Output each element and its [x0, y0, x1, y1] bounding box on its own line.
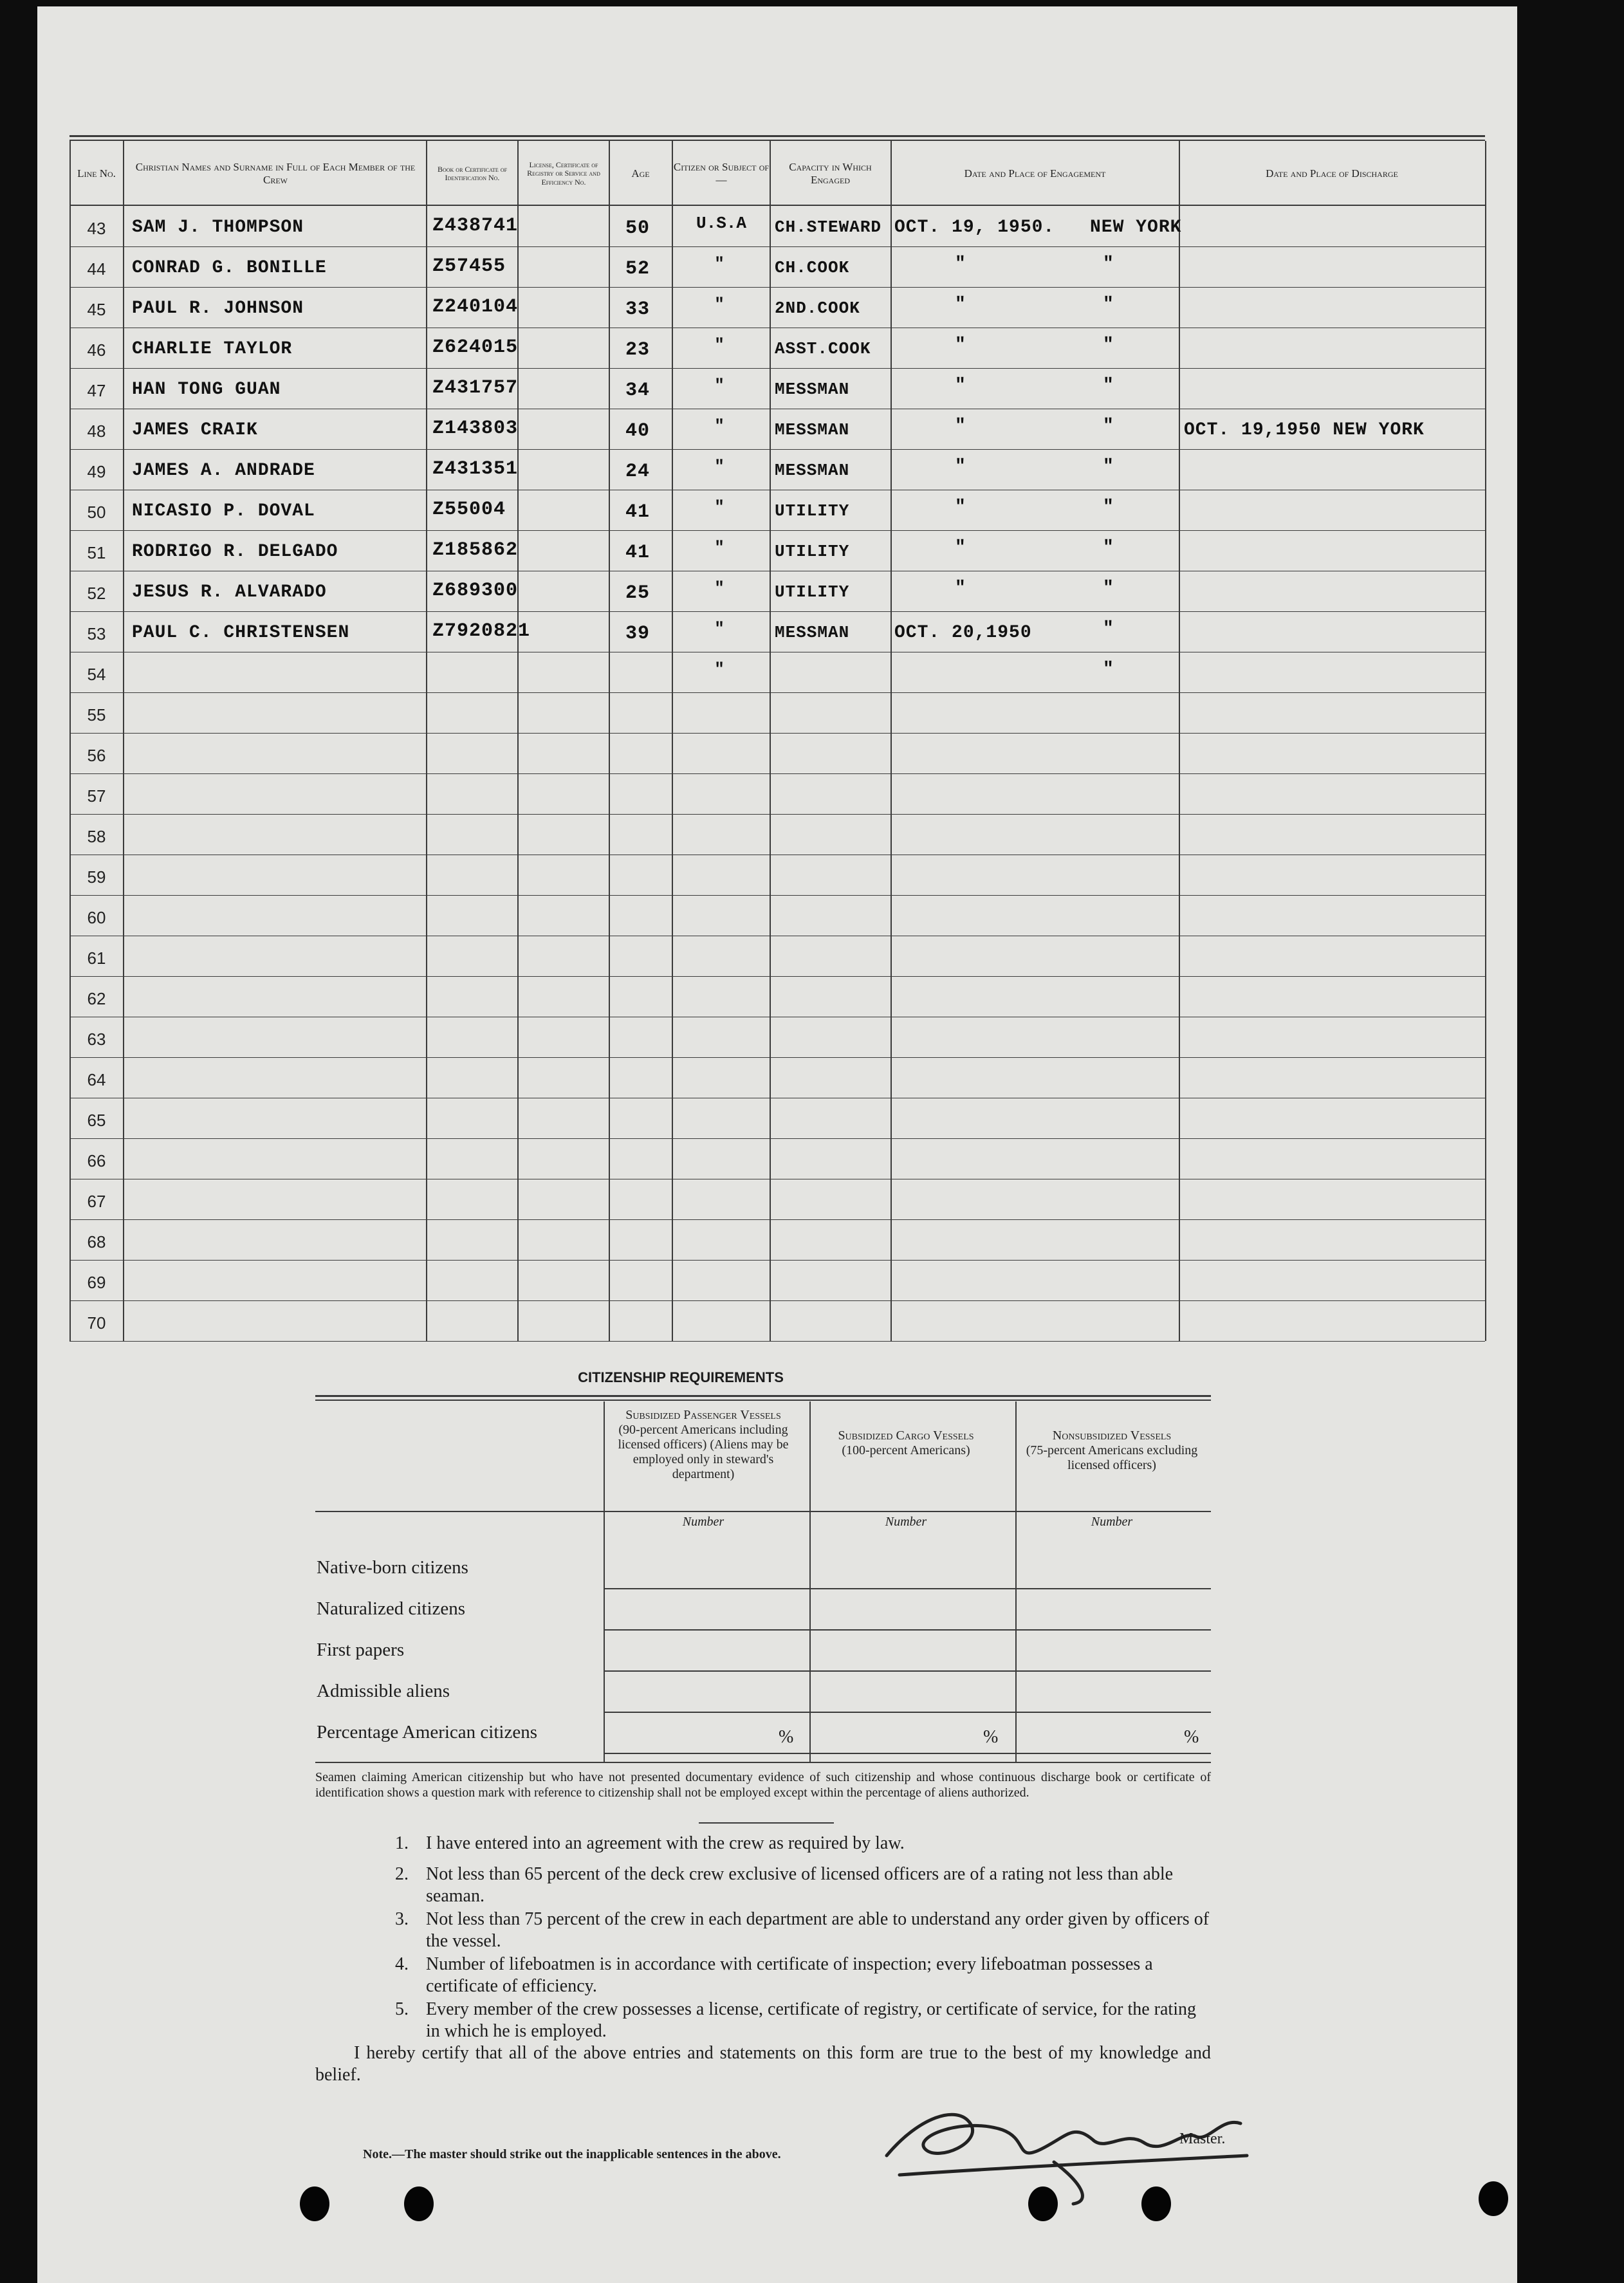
- crew-book-number: Z240104: [432, 296, 519, 318]
- line-number: 67: [87, 1192, 106, 1211]
- crew-capacity: MESSMAN: [775, 380, 850, 399]
- punch-hole: [1479, 2181, 1508, 2216]
- line-number: 52: [87, 584, 106, 603]
- crew-book-number: Z143803: [432, 418, 519, 439]
- crew-age: 23: [625, 339, 651, 361]
- statement-text: I have entered into an agreement with the crew as required by law.: [426, 1833, 905, 1853]
- header-discharge: Date and Place of Discharge: [1266, 167, 1398, 180]
- cz-column-rule: [1015, 1401, 1017, 1763]
- crew-book-number: Z438741: [432, 215, 519, 237]
- line-number: 54: [87, 665, 106, 684]
- line-number: 58: [87, 827, 106, 846]
- crew-age: 50: [625, 217, 651, 239]
- header-engagement: Date and Place of Engagement: [964, 167, 1106, 180]
- header-citizen: Citizen or Subject of—: [673, 161, 770, 186]
- crew-age: 39: [625, 623, 651, 645]
- statement-number: 4.: [395, 1954, 409, 1974]
- crew-citizen: ": [714, 376, 724, 395]
- cz-col2-title: Subsidized Cargo Vessels: [838, 1428, 974, 1443]
- column-rule: [1179, 141, 1180, 1341]
- note-divider: [699, 1822, 834, 1824]
- line-number: 60: [87, 908, 106, 927]
- statement-text: Not less than 75 percent of the crew in each department are able to understand any order given by officers of the vessel.: [426, 1909, 1210, 1952]
- row-rule: [69, 814, 1485, 815]
- cz-row-label: Admissible aliens: [317, 1681, 450, 1701]
- crew-citizen: ": [714, 497, 724, 517]
- cz-percent-3: %: [1184, 1727, 1199, 1747]
- cz-top-rule: [315, 1395, 1211, 1397]
- column-rule: [609, 141, 610, 1341]
- row-rule: [69, 1260, 1485, 1261]
- crew-capacity: 2ND.COOK: [775, 299, 860, 318]
- row-rule: [69, 368, 1485, 369]
- crew-name: JAMES CRAIK: [132, 420, 258, 440]
- row-rule: [69, 1138, 1485, 1139]
- row-rule: [69, 1219, 1485, 1220]
- column-rule: [123, 141, 124, 1341]
- line-number: 51: [87, 543, 106, 562]
- cz-number-2: Number: [885, 1515, 927, 1529]
- crew-book-number: Z431351: [432, 458, 519, 480]
- crew-name: RODRIGO R. DELGADO: [132, 542, 338, 562]
- crew-citizen: ": [714, 295, 724, 314]
- punch-hole: [1141, 2186, 1171, 2221]
- citizenship-title: CITIZENSHIP REQUIREMENTS: [578, 1369, 784, 1385]
- cz-col2-sub: (100-percent Americans): [842, 1443, 970, 1457]
- cz-row-rule: [605, 1753, 1211, 1754]
- crew-book-number: Z185862: [432, 539, 519, 561]
- crew-engagement-place: ": [1103, 295, 1114, 315]
- crew-book-number: Z57455: [432, 255, 506, 277]
- crew-engagement-date: ": [955, 376, 966, 396]
- cz-row-rule: [605, 1670, 1211, 1672]
- statement-number: 3.: [395, 1909, 409, 1929]
- master-label: Master.: [1179, 2130, 1226, 2147]
- cz-col1-sub: (90-percent Americans including licensed officers) (Aliens may be employed only in steward's department): [618, 1423, 789, 1481]
- line-number: 57: [87, 786, 106, 806]
- cz-percent-1: %: [779, 1727, 794, 1747]
- statement-text: Number of lifeboatmen is in accordance with certificate of inspection; every lifeboatman possesses a certificate of efficiency.: [426, 1954, 1153, 1997]
- crew-book-number: Z7920821: [432, 620, 531, 642]
- crew-engagement-date: ": [955, 254, 966, 274]
- line-number: 45: [87, 300, 106, 319]
- header-rule: [69, 205, 1485, 206]
- cz-bottom-rule: [315, 1762, 1211, 1763]
- crew-citizen: U.S.A: [696, 214, 747, 233]
- column-rule: [426, 141, 427, 1341]
- row-rule: [69, 733, 1485, 734]
- line-number: 59: [87, 867, 106, 887]
- statement-number: 5.: [395, 1999, 409, 2019]
- cz-row-rule: [605, 1629, 1211, 1631]
- cz-row-label: Naturalized citizens: [317, 1598, 466, 1619]
- certification-text: I hereby certify that all of the above entries and statements on this form are true to the best of my knowledge and belief.: [315, 2043, 1211, 2085]
- crew-name: PAUL C. CHRISTENSEN: [132, 623, 350, 643]
- line-number: 53: [87, 624, 106, 643]
- line-number: 68: [87, 1232, 106, 1252]
- crew-engagement-date: ": [955, 497, 966, 517]
- row-rule: [69, 611, 1485, 612]
- punch-hole: [404, 2186, 434, 2221]
- crew-engagement-place: ": [1103, 497, 1114, 517]
- crew-capacity: UTILITY: [775, 501, 850, 521]
- crew-capacity: UTILITY: [775, 582, 850, 602]
- line-number: 65: [87, 1111, 106, 1130]
- header-line-no: Line No.: [77, 167, 116, 180]
- crew-engagement-place: ": [1103, 578, 1114, 598]
- crew-engagement-date: OCT. 19, 1950.: [894, 217, 1055, 237]
- cz-number-1: Number: [682, 1515, 724, 1529]
- cz-row-label: Native-born citizens: [317, 1557, 468, 1578]
- crew-engagement-place: ": [1103, 619, 1114, 639]
- line-number: 66: [87, 1151, 106, 1170]
- crew-engagement-date: ": [955, 538, 966, 558]
- crew-engagement-place: ": [1103, 538, 1114, 558]
- crew-book-number: Z431757: [432, 377, 519, 399]
- crew-book-number: Z55004: [432, 499, 506, 521]
- cz-top-rule-2: [315, 1400, 1211, 1401]
- column-rule: [672, 141, 673, 1341]
- crew-age: 52: [625, 258, 651, 280]
- row-rule: [69, 1300, 1485, 1301]
- row-rule: [69, 530, 1485, 531]
- crew-capacity: CH.STEWARD: [775, 217, 882, 237]
- crew-engagement-place: ": [1103, 457, 1114, 477]
- table-top-rule-2: [69, 140, 1485, 141]
- line-number: 61: [87, 948, 106, 968]
- punch-hole: [300, 2186, 329, 2221]
- line-number: 50: [87, 503, 106, 522]
- crew-age: 33: [625, 299, 651, 320]
- crew-name: PAUL R. JOHNSON: [132, 299, 304, 319]
- header-book: Book or Certificate of Identification No.: [437, 164, 508, 182]
- crew-age: 24: [625, 461, 651, 483]
- crew-name: CONRAD G. BONILLE: [132, 258, 327, 278]
- line-number: 43: [87, 219, 106, 238]
- row-rule: [69, 449, 1485, 450]
- form-page: [37, 6, 1517, 2283]
- crew-citizen: ": [714, 619, 724, 638]
- line-number: 69: [87, 1273, 106, 1292]
- cz-column-rule: [809, 1401, 811, 1763]
- crew-citizen: ": [714, 538, 724, 557]
- cz-col3-title: Nonsubsidized Vessels: [1052, 1428, 1172, 1443]
- cz-row-rule: [605, 1712, 1211, 1713]
- crew-engagement-date: OCT. 20,1950: [894, 623, 1032, 643]
- row-rule: [69, 895, 1485, 896]
- cz-number-3: Number: [1091, 1515, 1133, 1529]
- line-number: 44: [87, 259, 106, 279]
- crew-name: JAMES A. ANDRADE: [132, 461, 315, 481]
- column-rule: [890, 141, 892, 1341]
- row-rule: [69, 773, 1485, 774]
- crew-age: 34: [625, 380, 651, 402]
- crew-citizen: ": [714, 660, 724, 679]
- statement-text: Every member of the crew possesses a license, certificate of registry, or certificate of service, for the rating in which he is employed.: [426, 1999, 1196, 2042]
- statement-number: 1.: [395, 1833, 409, 1853]
- crew-capacity: ASST.COOK: [775, 339, 871, 358]
- line-number: 55: [87, 705, 106, 725]
- crew-citizen: ": [714, 578, 724, 598]
- crew-engagement-date: ": [955, 295, 966, 315]
- cz-col3-head: [1015, 1428, 1208, 1473]
- crew-name: HAN TONG GUAN: [132, 380, 281, 400]
- line-number: 48: [87, 421, 106, 441]
- crew-name: NICASIO P. DOVAL: [132, 501, 315, 521]
- cz-subhead-rule: [315, 1511, 1211, 1512]
- crew-capacity: MESSMAN: [775, 623, 850, 642]
- crew-engagement-place: ": [1103, 254, 1114, 274]
- crew-engagement-date: ": [955, 457, 966, 477]
- crew-capacity: UTILITY: [775, 542, 850, 561]
- column-rule: [770, 141, 771, 1341]
- row-rule: [69, 692, 1485, 693]
- crew-citizen: ": [714, 254, 724, 273]
- crew-capacity: MESSMAN: [775, 461, 850, 480]
- header-capacity: Capacity in Which Engaged: [789, 161, 872, 186]
- cz-row-rule: [605, 1588, 1211, 1589]
- crew-engagement-place: NEW YORK: [1090, 217, 1182, 237]
- crew-name: SAM J. THOMPSON: [132, 217, 304, 237]
- row-rule: [69, 1057, 1485, 1058]
- row-rule: [69, 246, 1485, 247]
- crew-engagement-place: ": [1103, 416, 1114, 436]
- header-age: Age: [631, 167, 650, 180]
- crew-age: 40: [625, 420, 651, 442]
- row-rule: [69, 976, 1485, 977]
- crew-engagement-date: ": [955, 578, 966, 598]
- crew-citizen: ": [714, 335, 724, 355]
- crew-engagement-place: ": [1103, 376, 1114, 396]
- line-number: 70: [87, 1313, 106, 1333]
- line-number: 62: [87, 989, 106, 1008]
- crew-name: CHARLIE TAYLOR: [132, 339, 293, 359]
- row-rule: [69, 287, 1485, 288]
- crew-engagement-date: ": [955, 335, 966, 355]
- cz-col1-title: Subsidized Passenger Vessels: [625, 1408, 781, 1422]
- crew-citizen: ": [714, 416, 724, 436]
- statement-text: Not less than 65 percent of the deck crew exclusive of licensed officers are of a rating not less than able seaman.: [426, 1864, 1174, 1907]
- line-number: 56: [87, 746, 106, 765]
- citizenship-note: Seamen claiming American citizenship but who have not presented documentary evidence of such citizenship and whose continuous discharge book or certificate of identification shows a question mark with reference to citizenship shall not be employed except within the percentage of aliens authorized.: [315, 1770, 1211, 1800]
- punch-hole: [1028, 2186, 1058, 2221]
- cz-row-label: First papers: [317, 1640, 405, 1660]
- crew-name: JESUS R. ALVARADO: [132, 582, 327, 602]
- crew-discharge: OCT. 19,1950 NEW YORK: [1184, 420, 1425, 440]
- crew-engagement-place: ": [1103, 335, 1114, 355]
- crew-engagement-date: ": [955, 416, 966, 436]
- table-top-rule: [69, 135, 1485, 137]
- crew-book-number: Z624015: [432, 337, 519, 358]
- row-rule: [69, 1341, 1485, 1342]
- cz-col2-head: [809, 1428, 1002, 1458]
- line-number: 63: [87, 1030, 106, 1049]
- cz-column-rule: [604, 1401, 605, 1763]
- crew-book-number: Z689300: [432, 580, 519, 602]
- crew-capacity: CH.COOK: [775, 258, 850, 277]
- column-rule: [1485, 141, 1486, 1341]
- line-number: 49: [87, 462, 106, 481]
- header-license: License, Certificate of Registry or Service and Efficiency No.: [527, 160, 600, 187]
- cz-col3-sub: (75-percent Americans excluding licensed officers): [1026, 1443, 1198, 1472]
- header-names: Christian Names and Surname in Full of Each Member of the Crew: [135, 161, 416, 186]
- column-rule: [517, 141, 519, 1341]
- cz-row-label: Percentage American citizens: [317, 1722, 538, 1742]
- cz-col1-head: [604, 1408, 803, 1482]
- line-number: 64: [87, 1070, 106, 1089]
- statement-number: 2.: [395, 1864, 409, 1884]
- master-footnote: Note.—The master should strike out the inapplicable sentences in the above.: [363, 2147, 781, 2161]
- crew-age: 41: [625, 542, 651, 564]
- cz-percent-2: %: [983, 1727, 999, 1747]
- crew-age: 41: [625, 501, 651, 523]
- line-number: 46: [87, 340, 106, 360]
- crew-engagement-place: ": [1103, 660, 1114, 679]
- line-number: 47: [87, 381, 106, 400]
- crew-age: 25: [625, 582, 651, 604]
- crew-citizen: ": [714, 457, 724, 476]
- crew-capacity: MESSMAN: [775, 420, 850, 439]
